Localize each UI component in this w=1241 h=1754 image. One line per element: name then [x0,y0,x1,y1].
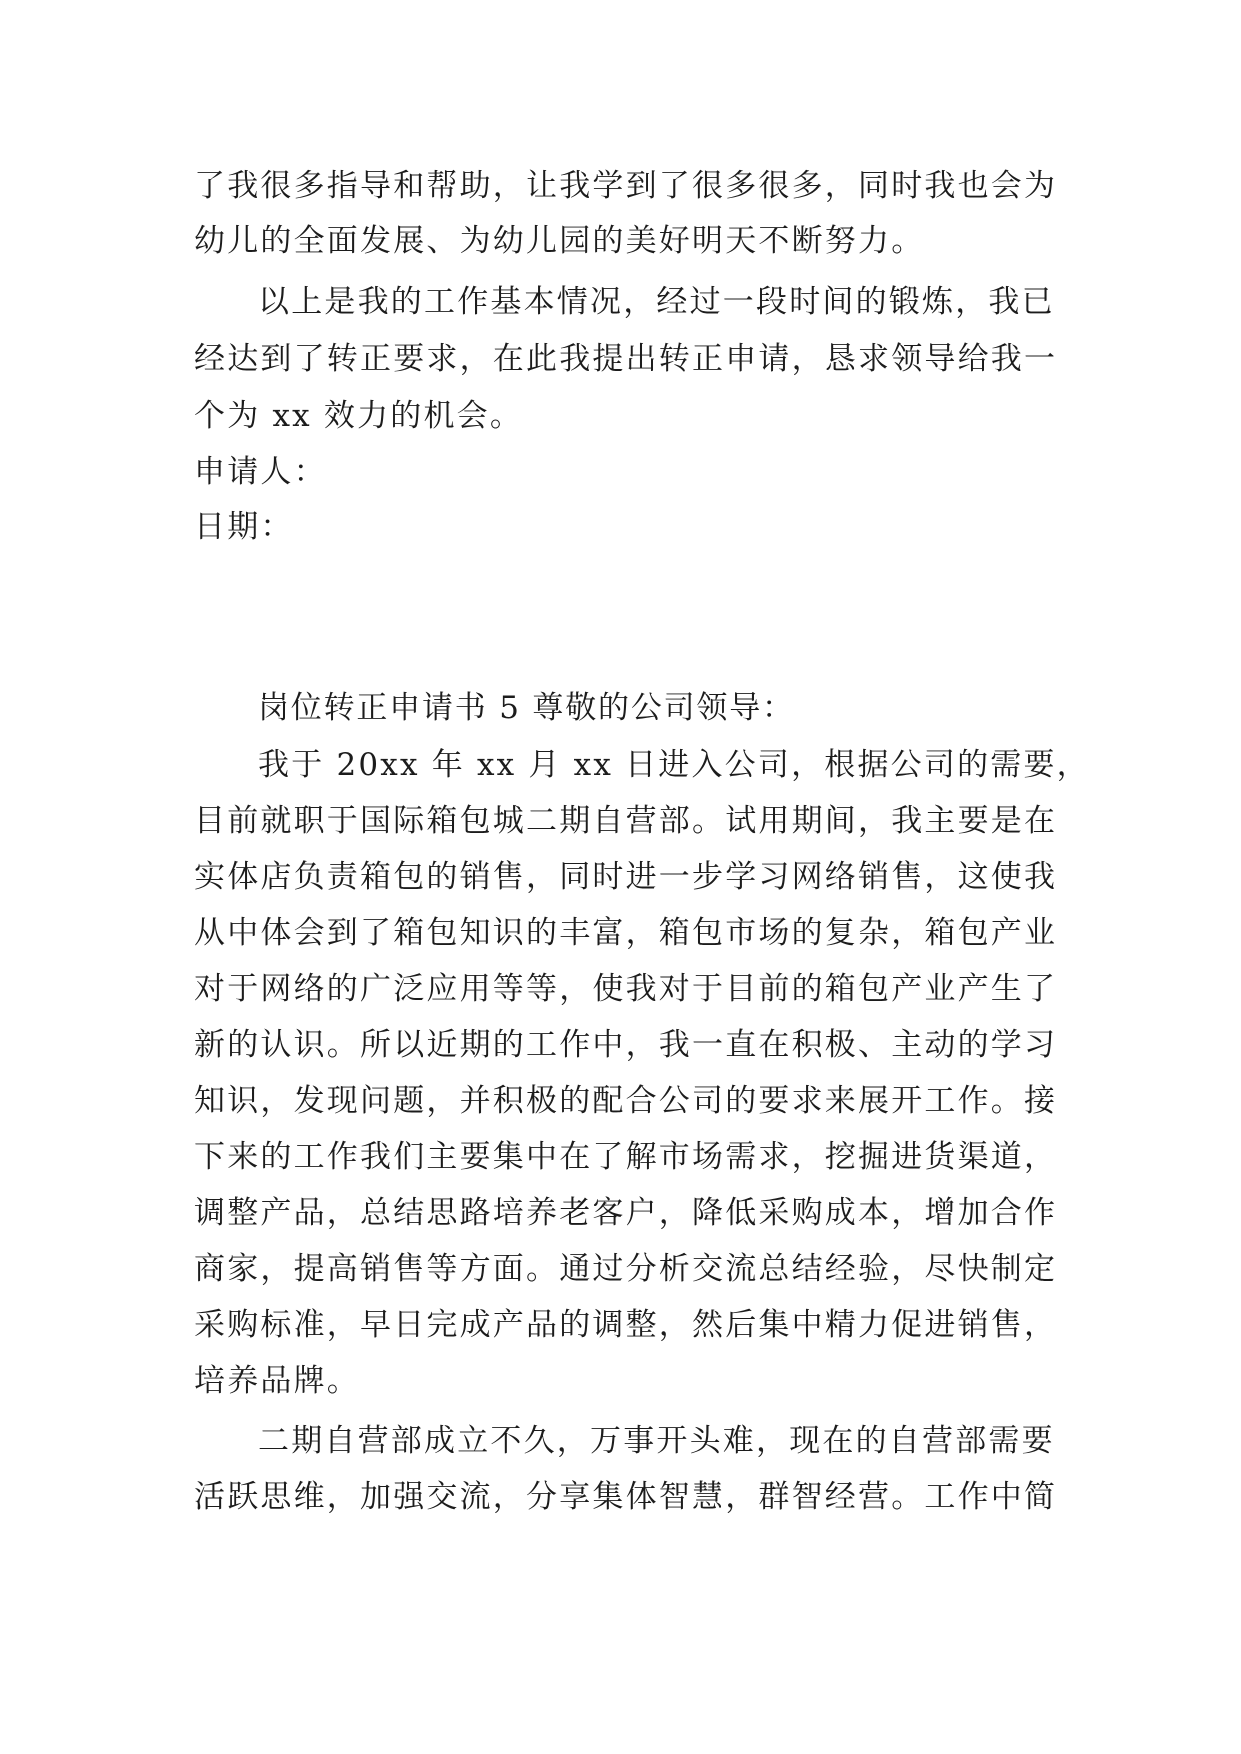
text-line: 商家，提高销售等方面。通过分析交流总结经验，尽快制定 [194,1251,1058,1287]
text-line: 活跃思维，加强交流，分享集体智慧，群智经营。工作中简 [194,1479,1058,1515]
applicant-label: 申请人： [194,454,327,490]
text-line: 对于网络的广泛应用等等，使我对于目前的箱包产业产生了 [194,971,1058,1007]
text-line: 采购标准，早日完成产品的调整，然后集中精力促进销售， [194,1307,1058,1343]
text-line: 下来的工作我们主要集中在了解市场需求，挖掘进货渠道， [194,1139,1058,1175]
text-line: 实体店负责箱包的销售，同时进一步学习网络销售，这使我 [194,859,1058,895]
text-line: 以上是我的工作基本情况，经过一段时间的锻炼，我已 [258,284,1055,320]
text-line: 知识，发现问题，并积极的配合公司的要求来展开工作。接 [194,1083,1058,1119]
text-line: 我于 20xx 年 xx 月 xx 日进入公司，根据公司的需要， [258,747,1090,783]
text-line: 经达到了转正要求，在此我提出转正申请，恳求领导给我一 [194,341,1058,377]
text-line: 幼儿的全面发展、为幼儿园的美好明天不断努力。 [194,223,925,259]
text-line: 新的认识。所以近期的工作中，我一直在积极、主动的学习 [194,1027,1058,1063]
text-line: 调整产品，总结思路培养老客户，降低采购成本，增加合作 [194,1195,1058,1231]
text-line: 了我很多指导和帮助，让我学到了很多很多，同时我也会为 [194,168,1058,204]
date-label: 日期： [194,509,294,545]
text-line: 目前就职于国际箱包城二期自营部。试用期间，我主要是在 [194,803,1058,839]
section-title: 岗位转正申请书 5 尊敬的公司领导： [258,690,795,726]
text-line: 培养品牌。 [194,1363,360,1399]
text-line: 个为 xx 效力的机会。 [194,398,524,434]
text-line: 从中体会到了箱包知识的丰富，箱包市场的复杂，箱包产业 [194,915,1058,951]
text-line: 二期自营部成立不久，万事开头难，现在的自营部需要 [258,1423,1055,1459]
